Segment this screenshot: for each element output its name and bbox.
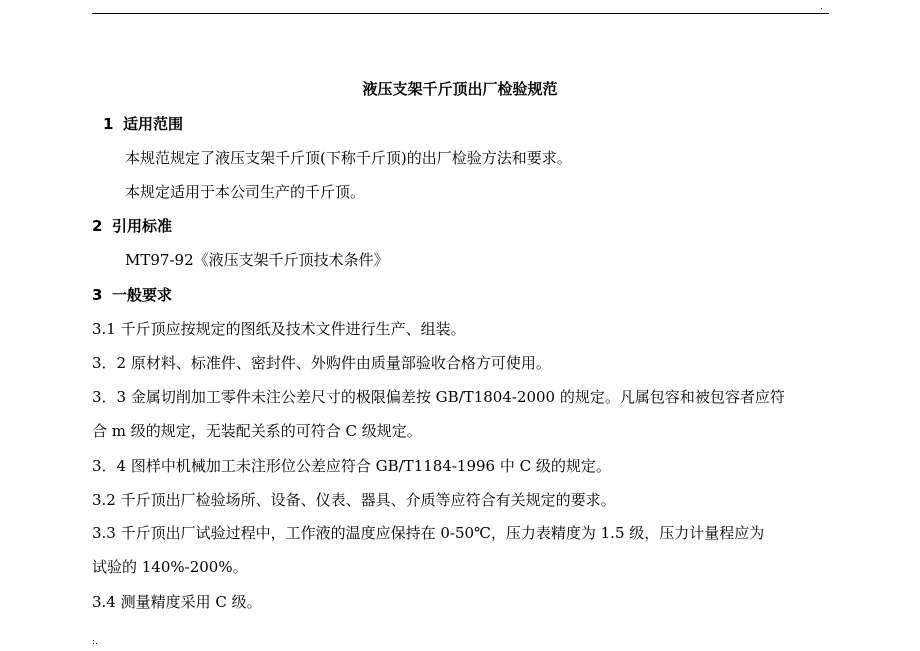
- section-heading-text: 一般要求: [112, 286, 173, 304]
- footer-corner-mark: :.: [92, 637, 98, 647]
- section-number: 2: [92, 217, 103, 235]
- paragraph: 3．4 图样中机械加工未注形位公差应符合 GB/T1184-1996 中 C 级的规定。: [92, 457, 611, 475]
- section-number: 3: [92, 286, 103, 304]
- paragraph: 3.2 千斤顶出厂检验场所、设备、仪表、器具、介质等应符合有关规定的要求。: [92, 491, 616, 509]
- paragraph: 3.1 千斤顶应按规定的图纸及技术文件进行生产、组装。: [92, 320, 466, 338]
- section-heading-1: [103, 114, 183, 134]
- paragraph: 3.4 测量精度采用 C 级。: [92, 593, 262, 611]
- reference-standard: MT97-92《液压支架千斤顶技术条件》: [125, 251, 389, 269]
- section-heading-text: 适用范围: [123, 115, 184, 133]
- paragraph-continuation: 合 m 级的规定，无装配关系的可符合 C 级规定。: [92, 422, 422, 440]
- paragraph: 3．3 金属切削加工零件未注公差尺寸的极限偏差按 GB/T1804-2000 的规定。凡属包容和被包容者应符: [92, 388, 785, 406]
- paragraph: 3．2 原材料、标准件、密封件、外购件由质量部验收合格方可使用。: [92, 354, 551, 372]
- section-heading-2: [92, 216, 172, 236]
- paragraph: 本规定适用于本公司生产的千斤顶。: [125, 183, 366, 201]
- section-heading-3: [92, 285, 172, 305]
- paragraph: 本规范规定了液压支架千斤顶(下称千斤顶)的出厂检验方法和要求。: [125, 149, 572, 167]
- document-title: 液压支架千斤顶出厂检验规范: [362, 80, 558, 98]
- paragraph: 3.3 千斤顶出厂试验过程中，工作液的温度应保持在 0-50℃，压力表精度为 1.5 级，压力计量程应为: [92, 524, 765, 542]
- section-heading-text: 引用标准: [112, 217, 173, 235]
- section-number: 1: [103, 115, 114, 133]
- header-rule: [92, 13, 829, 14]
- paragraph-continuation: 试验的 140%-200%。: [92, 558, 248, 576]
- header-corner-mark: .: [820, 2, 823, 12]
